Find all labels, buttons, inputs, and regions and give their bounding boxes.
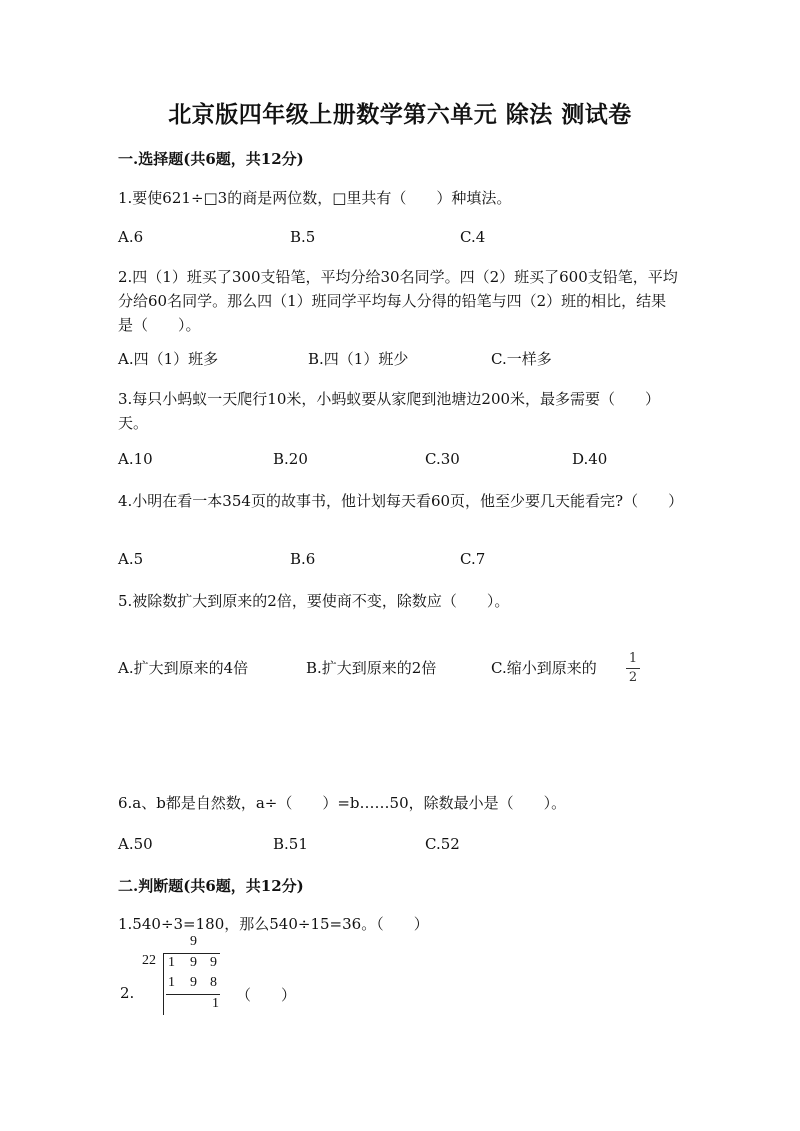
- q5-option-a: A.扩大到原来的4倍: [118, 659, 249, 677]
- ld-bracket: [163, 953, 164, 1015]
- q6-option-c: C.52: [425, 835, 460, 853]
- ld-divisor: 22: [142, 953, 156, 968]
- q4-option-a: A.5: [118, 550, 144, 568]
- q3-option-c: C.30: [425, 450, 460, 468]
- long-division: [140, 934, 240, 1016]
- question-4: 4.小明在看一本354页的故事书，他计划每天看60页，他至少要几天能看完?（ ）: [118, 492, 684, 510]
- ld-quotient: 9: [190, 934, 197, 949]
- ld-dividend-2: 9: [190, 955, 197, 970]
- ld-top-bar: [164, 953, 220, 954]
- ld-product-3: 8: [210, 975, 217, 990]
- ld-product-1: 1: [168, 975, 175, 990]
- q2-option-b: B.四（1）班少: [308, 350, 409, 368]
- question-5: 5.被除数扩大到原来的2倍，要使商不变，除数应（ ）。: [118, 592, 510, 610]
- q3-option-b: B.20: [273, 450, 308, 468]
- question-1: 1.要使621÷□3的商是两位数，□里共有（ ）种填法。: [118, 189, 512, 207]
- ld-dividend-1: 1: [168, 955, 175, 970]
- fraction-numerator: 1: [628, 651, 638, 666]
- ld-subtract-bar: [166, 994, 220, 995]
- section-heading-choice: 一.选择题(共6题，共12分): [118, 150, 304, 168]
- q4-option-b: B.6: [290, 550, 316, 568]
- fraction-denominator: 2: [628, 670, 638, 685]
- q5-option-b: B.扩大到原来的2倍: [306, 659, 437, 677]
- q1-option-a: A.6: [118, 228, 144, 246]
- question-6: 6.a、b都是自然数，a÷（ ）=b……50，除数最小是（ ）。: [118, 794, 567, 812]
- q1-option-c: C.4: [460, 228, 486, 246]
- fraction-one-half: [626, 652, 640, 685]
- q6-option-b: B.51: [273, 835, 308, 853]
- q6-option-a: A.50: [118, 835, 153, 853]
- q2-option-a: A.四（1）班多: [118, 350, 219, 368]
- question-2: 2.四（1）班买了300支铅笔，平均分给30名同学。四（2）班买了600支铅笔，平均分给60名同学。那么四（1）班同学平均每人分得的铅笔与四（2）班的相比，结果是（ ）。: [118, 268, 678, 334]
- q4-option-c: C.7: [460, 550, 486, 568]
- q3-option-a: A.10: [118, 450, 153, 468]
- question-3: 3.每只小蚂蚁一天爬行10米，小蚂蚁要从家爬到池塘边200米，最多需要（ ）天。: [118, 390, 661, 432]
- ld-dividend-3: 9: [210, 955, 217, 970]
- ld-remainder: 1: [212, 996, 219, 1011]
- q1-option-b: B.5: [290, 228, 316, 246]
- q3-option-d: D.40: [572, 450, 608, 468]
- q2-option-c: C.一样多: [491, 350, 552, 368]
- fraction-bar: [626, 668, 640, 669]
- judge-question-1: 1.540÷3=180，那么540÷15=36。（ ）: [118, 915, 429, 933]
- page-title: 北京版四年级上册数学第六单元 除法 测试卷: [168, 101, 632, 128]
- q5-option-c: C.缩小到原来的: [491, 659, 597, 677]
- judge-question-2-number: 2.: [120, 984, 135, 1002]
- section-heading-judge: 二.判断题(共6题，共12分): [118, 877, 304, 895]
- ld-product-2: 9: [190, 975, 197, 990]
- judge-question-2-blank: （ ）: [236, 986, 297, 1004]
